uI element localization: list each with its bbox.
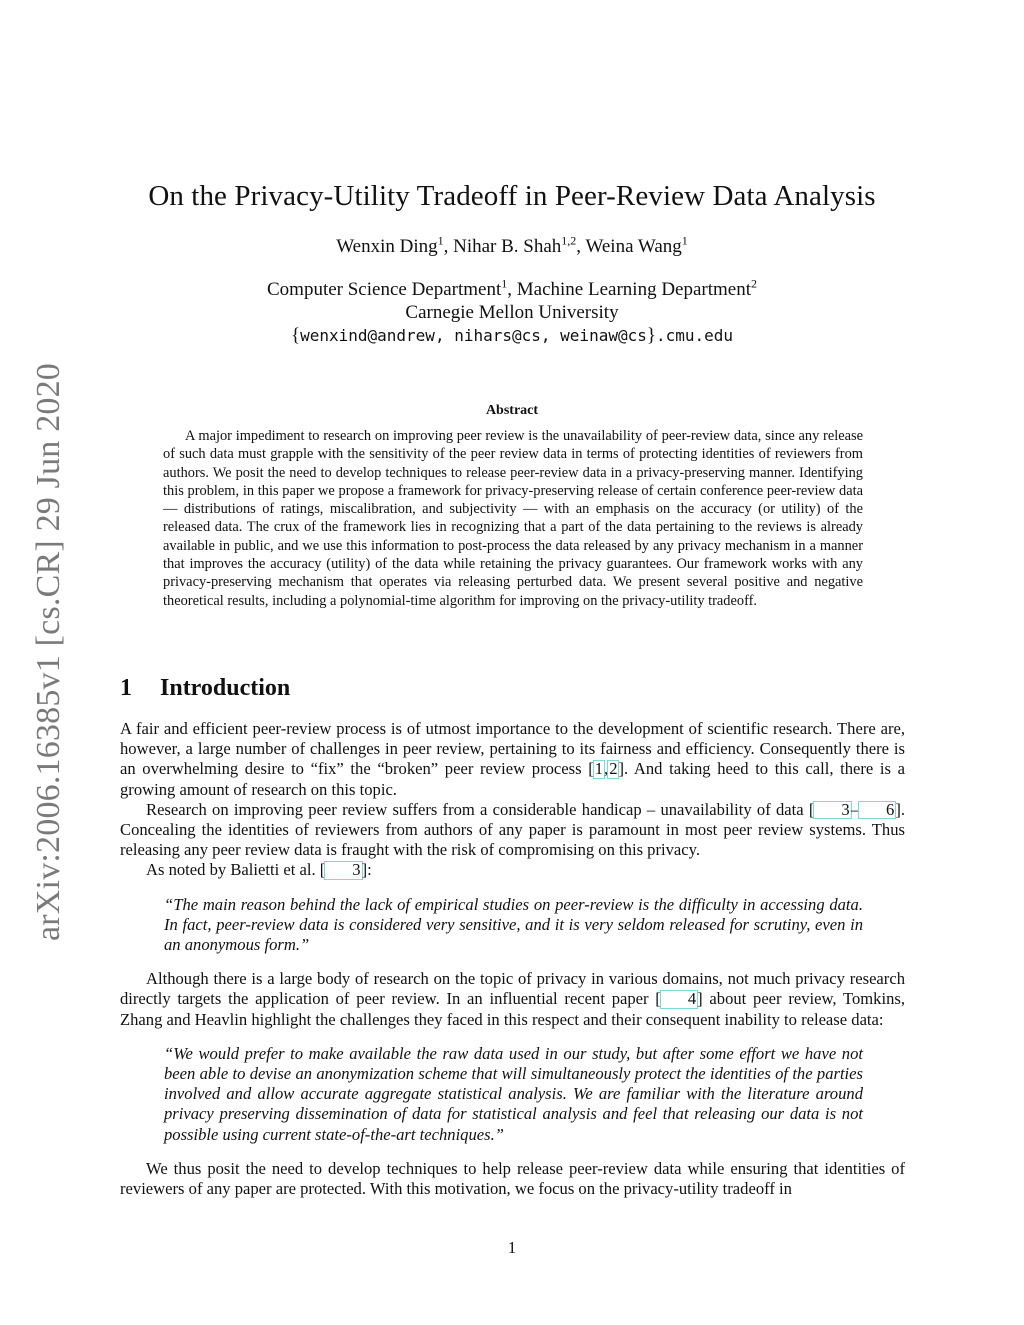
paragraph-text: As noted by Balietti et al. [ — [146, 860, 326, 880]
author-name: Nihar B. Shah — [453, 236, 562, 257]
paragraph-text: ]. Concealing the identities of reviewers from authors of any paper is paramount in most peer review systems. Thus releasing any peer review data is fraught with the risk of compromising on this privacy. — [120, 799, 905, 860]
arxiv-stamp-text: arXiv:2006.16385v1 [cs.CR] 29 Jun 2020 — [30, 362, 68, 942]
paragraph — [120, 969, 905, 1030]
paragraph-text: ]. And taking heed to this call, there is a growing amount of research on this topic. — [120, 759, 905, 799]
author-affil-mark: 1,2 — [561, 233, 577, 248]
abstract-heading: Abstract — [485, 403, 539, 418]
citation-link[interactable]: 3 — [325, 862, 361, 879]
citation-link[interactable]: 3 — [814, 802, 850, 819]
abstract-text: A major impediment to research on improving peer review is the unavailability of peer-review data, since any release of such data must grapple with the sensitivity of the peer review data in terms of protecting identities of reviewers from authors. We posit the need to develop techniques to release peer-review data in a privacy-preserving manner. Identifying this problem, in this paper we propose a framework for privacy-preserving release of certain conference peer-review data — distributions of ratings, miscalibration, and subjectivity — with an emphasis on the accuracy (or utility) of the released data. The crux of the framework lies in recognizing that a part of the data pertaining to the reviews is already available in public, and we use this information to post-process the data released by any privacy mechanism in a manner that improves the accuracy (utility) of the data while retaining the privacy guarantees. Our framework works with any privacy-preserving mechanism that operates via releasing perturbed data. We present several positive and negative theoretical results, including a polynomial-time algorithm for improving on the privacy-utility tradeoff. — [163, 428, 863, 609]
department-2: Machine Learning Department — [516, 279, 751, 300]
section-number: 1 — [120, 675, 132, 701]
block-quote: “The main reason behind the lack of empirical studies on peer-review is the difficulty in accessing data. In fact, peer-review data is considered very sensitive, and it is very seldom released for scrutiny, even in an anonymous form.” — [164, 894, 863, 955]
email-domain: .cmu.edu — [655, 326, 734, 345]
author-affil-mark: 1 — [681, 233, 688, 248]
dept2-mark: 2 — [751, 276, 757, 291]
author-list: Wenxin Ding$^1$, Nihar B. Shah$^{1,2}$, Weina Wang$^1$ — [336, 233, 688, 257]
email-addresses[interactable]: wenxind@andrew, nihars@cs, weinaw@cs — [300, 326, 647, 345]
dept1-mark: 1 — [501, 276, 508, 291]
paragraph: We thus posit the need to develop techniques to help release peer-review data while ensuring that identities of reviewers of any paper are protected. With this motivation, we focus on the privacy-utility tradeoff in — [120, 1158, 905, 1199]
paragraph-text: ] about peer review, Tomkins, Zhang and Heavlin highlight the challenges they faced in this respect and their consequent inability to release data: — [120, 989, 905, 1029]
block-quote: “We would prefer to make available the raw data used in our study, but after some effort we have not been able to devise an anonymization scheme that will simultaneously protect the identities of the parties involved and allow accurate aggregate statistical analysis. We are familiar with the literature around privacy preserving dissemination of data for statistical analysis and feel that releasing our data is not possible using current state-of-the-art techniques.” — [164, 1043, 863, 1144]
author-name: Weina Wang — [585, 236, 682, 257]
affiliations — [0, 278, 1024, 347]
arxiv-stamp — [24, 362, 74, 942]
departments-line: Computer Science Department$^1$, Machine Learning Department$^2$ — [267, 276, 757, 300]
citation-link[interactable]: 1 — [594, 759, 604, 779]
paper-title: On the Privacy-Utility Tradeoff in Peer-Review Data Analysis — [148, 180, 876, 212]
paragraph — [120, 860, 905, 880]
department-1: Computer Science Department — [267, 279, 502, 300]
author-name: Wenxin Ding — [336, 236, 438, 257]
paragraph: Research on improving peer review suffers from a considerable handicap – unavailability of data [ 3– 6]. Concealing the identities of reviewers from authors of any paper is paramount in most peer review systems. Thus releasing any peer review data is fraught with the risk of compromising on this privacy. — [120, 799, 905, 860]
section-body — [120, 719, 905, 1199]
paragraph-text: Research on improving peer review suffers from a considerable handicap – unavailability of data [ — [146, 799, 815, 819]
paragraph-text: A fair and efficient peer-review process is of utmost importance to the development of scientific research. There are, however, a large number of challenges in peer review, pertaining to its fairness and efficiency. Consequently there is an overwhelming desire to “fix” the “broken” peer review process [ — [120, 719, 905, 779]
citation-link[interactable]: 4 — [661, 991, 697, 1008]
university: Carnegie Mellon University — [405, 302, 619, 323]
section-heading — [120, 675, 290, 702]
paragraph-text: ]: — [361, 860, 372, 880]
page-number: 1 — [507, 1238, 517, 1257]
paragraph: A fair and efficient peer-review process is of utmost importance to the development of scientific research. There are, however, a large number of challenges in peer review, pertaining to its fairness and efficiency. Consequently there is an overwhelming desire to “fix” the “broken” peer review process [1,2]. And taking heed to this call, there is a growing amount of research on this topic. — [120, 719, 905, 799]
author-affil-mark: 1 — [437, 233, 444, 248]
section-title: Introduction — [160, 675, 291, 701]
citation-link[interactable]: 2 — [609, 759, 618, 779]
paragraph-text: Although there is a large body of research on the topic of privacy in various domains, not much privacy research directly targets the application of peer review. In an influential recent paper [ — [120, 969, 905, 1009]
email-line[interactable]: {wenxind@andrew, nihars@cs, weinaw@cs}.cmu.edu — [290, 325, 734, 346]
citation-link[interactable]: 6 — [859, 802, 895, 819]
